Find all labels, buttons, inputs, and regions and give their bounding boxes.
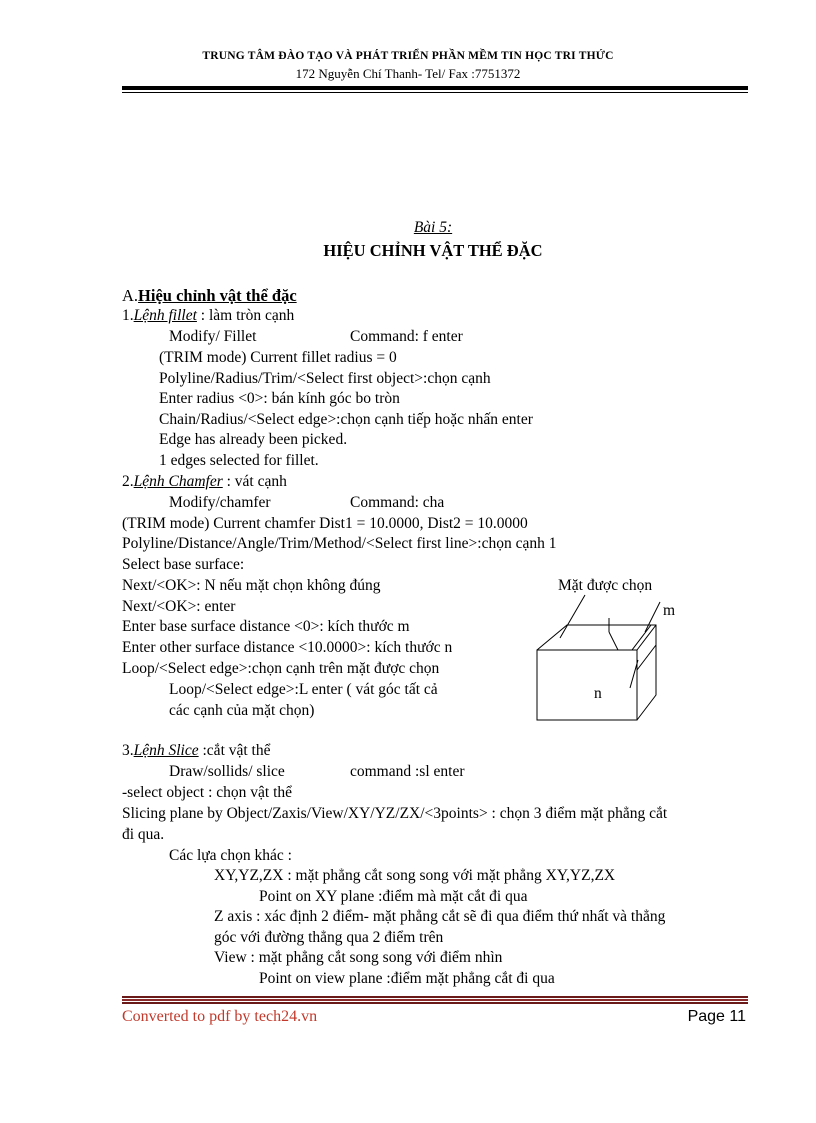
fillet-line: Chain/Radius/<Select edge>:chọn cạnh tiếp hoặc nhấn enter (159, 411, 533, 428)
chamfer-number: 2. (122, 473, 134, 490)
header-organization: TRUNG TÂM ĐÀO TẠO VÀ PHÁT TRIỂN PHẦN MỀM TIN HỌC TRI THỨC (202, 50, 614, 62)
leader-face (560, 595, 585, 638)
footer-rule (122, 999, 748, 1001)
slice-line: góc với đường thẳng qua 2 điểm trên (214, 929, 444, 946)
fillet-line: Edge has already been picked. (159, 431, 348, 448)
slice-command: command :sl enter (350, 763, 465, 780)
slice-line: XY,YZ,ZX : mặt phẳng cắt song song với mặt phẳng XY,YZ,ZX (214, 867, 616, 884)
leader-m (645, 602, 660, 632)
dimension-leader (609, 632, 618, 650)
header-address: 172 Nguyễn Chí Thanh- Tel/ Fax :7751372 (295, 66, 521, 81)
slice-line: Point on view plane :điểm mặt phẳng cắt đi qua (259, 970, 555, 987)
slice-line: Point on XY plane :điểm mà mặt cắt đi qua (259, 888, 528, 905)
chamfer-line: Enter other surface distance <10.0000>: kích thước n (122, 639, 453, 656)
slice-line: đi qua. (122, 826, 165, 843)
chamfer-line: các cạnh của mặt chọn) (169, 702, 315, 719)
chamfer-line: Loop/<Select edge>:L enter ( vát góc tất cả (169, 681, 438, 698)
header-rule-thick (122, 86, 748, 90)
figure-label-face: Mặt được chọn (558, 577, 653, 594)
chamfer-box-figure (520, 570, 700, 730)
header-rule-thin (122, 92, 748, 93)
slice-command-name: Lệnh Slice (133, 742, 199, 759)
figure-label-n: n (594, 685, 602, 702)
slice-heading (122, 741, 271, 761)
page-number: Page 11 (687, 1008, 746, 1025)
box-top-side-edges (537, 625, 656, 720)
chamfer-menu-path: Modify/chamfer (169, 494, 271, 511)
fillet-command-name: Lệnh fillet (133, 307, 197, 324)
chamfer-line: Loop/<Select edge>:chọn cạnh trên mặt được chọn (122, 660, 440, 677)
chamfer-line: Select base surface: (122, 556, 245, 573)
slice-line: Slicing plane by Object/Zaxis/View/XY/YZ/ZX/<3points> : chọn 3 điểm mặt phẳng cắt (122, 805, 668, 822)
fillet-description: : làm tròn cạnh (196, 307, 295, 324)
figure-label-m: m (663, 602, 676, 619)
chamfer-command-name: Lệnh Chamfer (133, 473, 223, 490)
chamfer-description: : vát cạnh (222, 473, 287, 490)
slice-menu-path: Draw/sollids/ slice (169, 763, 285, 780)
slice-line: Z axis : xác định 2 điểm- mặt phẳng cắt sẽ đi qua điểm thứ nhất và thẳng (214, 908, 666, 925)
fillet-number: 1. (122, 307, 134, 324)
lesson-number: Bài 5: (413, 219, 453, 236)
chamfer-edge (637, 645, 656, 670)
chamfer-edge (632, 625, 651, 650)
fillet-line: 1 edges selected for fillet. (159, 452, 319, 469)
chamfer-line: (TRIM mode) Current chamfer Dist1 = 10.0000, Dist2 = 10.0000 (122, 515, 528, 532)
chamfer-line: Enter base surface distance <0>: kích thước m (122, 618, 410, 635)
chamfer-heading (122, 472, 287, 492)
slice-line: -select object : chọn vật thể (122, 784, 293, 801)
chamfer-line: Polyline/Distance/Angle/Trim/Method/<Select first line>:chọn cạnh 1 (122, 535, 557, 552)
footer-rule (122, 1002, 748, 1004)
section-a-heading (122, 286, 297, 306)
slice-description: :cắt vật thể (198, 742, 271, 759)
fillet-line: Polyline/Radius/Trim/<Select first object>:chọn cạnh (159, 370, 491, 387)
fillet-menu-path: Modify/ Fillet (169, 328, 257, 345)
fillet-command: Command: f enter (350, 328, 463, 345)
slice-line: Các lựa chọn khác : (169, 847, 292, 864)
footer-source-link[interactable]: Converted to pdf by tech24.vn (122, 1008, 318, 1025)
fillet-line: Enter radius <0>: bán kính góc bo tròn (159, 390, 400, 407)
fillet-line: (TRIM mode) Current fillet radius = 0 (159, 349, 397, 366)
section-a-title: Hiệu chỉnh vật thể đặc (138, 286, 297, 305)
slice-line: View : mặt phẳng cắt song song với điểm nhìn (214, 949, 503, 966)
page-title: HIỆU CHỈNH VẬT THỂ ĐẶC (323, 241, 543, 260)
footer-rule (122, 996, 748, 998)
slice-number: 3. (122, 742, 134, 759)
box-front-face (537, 650, 637, 720)
chamfer-line: Next/<OK>: N nếu mặt chọn không đúng (122, 577, 381, 594)
chamfer-line: Next/<OK>: enter (122, 598, 236, 615)
fillet-heading (122, 306, 294, 326)
section-a-prefix: A. (122, 286, 139, 305)
chamfer-command: Command: cha (350, 494, 445, 511)
